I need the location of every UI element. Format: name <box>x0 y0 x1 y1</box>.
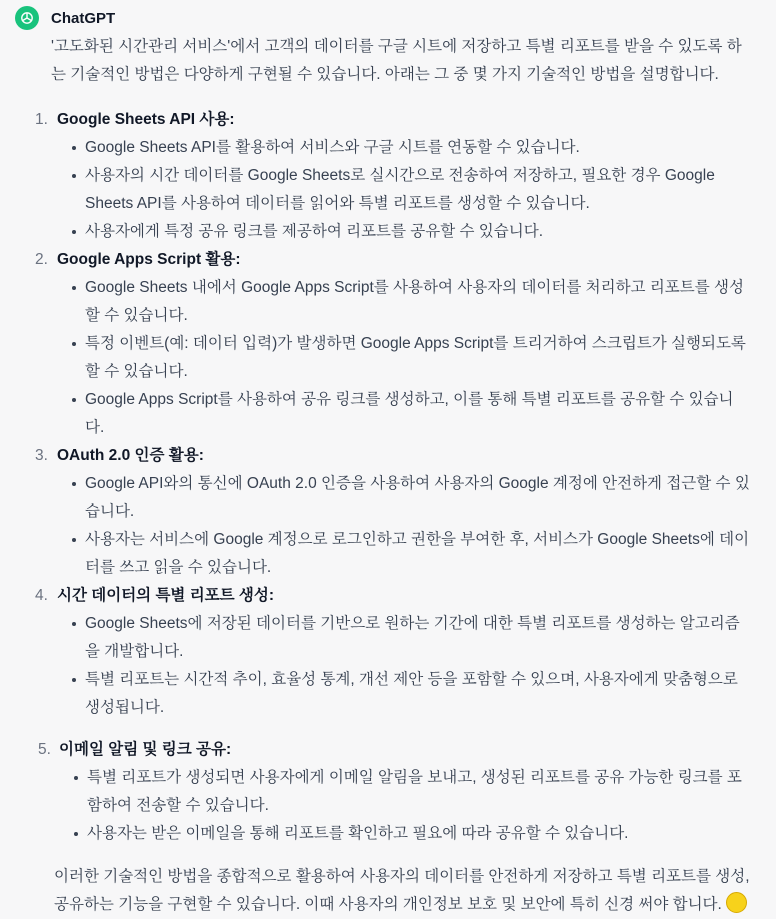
message-author: ChatGPT <box>51 10 116 27</box>
list-item: 특별 리포트가 생성되면 사용자에게 이메일 알림을 보내고, 생성된 리포트를 공유 가능한 링크를 포함하여 전송할 수 있습니다. <box>87 764 751 820</box>
step-points <box>57 274 751 442</box>
step-points <box>59 764 751 848</box>
list-item: Google Sheets API를 활용하여 서비스와 구글 시트를 연동할 수 있습니다. <box>85 134 751 162</box>
chatgpt-avatar <box>15 6 39 30</box>
list-item: Google Sheets 내에서 Google Apps Script를 사용하여 사용자의 데이터를 처리하고 리포트를 생성할 수 있습니다. <box>85 274 751 330</box>
step-title: OAuth 2.0 인증 활용: <box>57 447 204 464</box>
outro-paragraph <box>54 863 751 919</box>
step-number: 4. <box>35 587 48 604</box>
outro-text: 이러한 기술적인 방법을 종합적으로 활용하여 사용자의 데이터를 안전하게 저장하고 특별 리포트를 생성, 공유하는 기능을 구현할 수 있습니다. 이때 사용자의 개인정보 보호 및 보안에 특히 신경 써야 합니다. <box>54 868 750 913</box>
list-item: 사용자는 받은 이메일을 통해 리포트를 확인하고 필요에 따라 공유할 수 있습니다. <box>87 820 751 848</box>
step-points <box>57 470 751 582</box>
step-title: 시간 데이터의 특별 리포트 생성: <box>57 587 275 604</box>
step-item <box>35 582 751 722</box>
list-item: 특정 이벤트(예: 데이터 입력)가 발생하면 Google Apps Script를 트리거하여 스크립트가 실행되도록 할 수 있습니다. <box>85 330 751 386</box>
step-item <box>35 246 751 442</box>
list-item: Google Sheets에 저장된 데이터를 기반으로 원하는 기간에 대한 특별 리포트를 생성하는 알고리즘을 개발합니다. <box>85 610 751 666</box>
step-item <box>35 442 751 582</box>
list-item: 특별 리포트는 시간적 추이, 효율성 통계, 개선 제안 등을 포함할 수 있으며, 사용자에게 맞춤형으로 생성됩니다. <box>85 666 751 722</box>
step-number: 1. <box>35 111 48 128</box>
step-number: 5. <box>38 741 51 758</box>
list-item: 사용자의 시간 데이터를 Google Sheets로 실시간으로 전송하여 저장하고, 필요한 경우 Google Sheets API를 사용하여 데이터를 읽어와 특별 리포트를 생성할 수 있습니다. <box>85 162 751 218</box>
list-item: 사용자에게 특정 공유 링크를 제공하여 리포트를 공유할 수 있습니다. <box>85 218 751 246</box>
step-title: 이메일 알림 및 링크 공유: <box>59 741 232 758</box>
message-body <box>35 33 751 919</box>
step-number: 3. <box>35 447 48 464</box>
list-item: 사용자는 서비스에 Google 계정으로 로그인하고 권한을 부여한 후, 서비스가 Google Sheets에 데이터를 쓰고 읽을 수 있습니다. <box>85 526 751 582</box>
step-item <box>35 106 751 246</box>
list-item: Google API와의 통신에 OAuth 2.0 인증을 사용하여 사용자의 Google 계정에 안전하게 접근할 수 있습니다. <box>85 470 751 526</box>
openai-logo-icon <box>19 10 35 26</box>
step-title: Google Apps Script 활용: <box>57 251 241 268</box>
step-number: 2. <box>35 251 48 268</box>
step-points <box>57 134 751 246</box>
intro-paragraph: '고도화된 시간관리 서비스'에서 고객의 데이터를 구글 시트에 저장하고 특별 리포트를 받을 수 있도록 하는 기술적인 방법은 다양하게 구현될 수 있습니다. 아래는 그 중 몇 가지 기술적인 방법을 설명합니다. <box>51 38 742 83</box>
step-item <box>38 736 751 848</box>
step-points <box>57 610 751 722</box>
step-title: Google Sheets API 사용: <box>57 111 235 128</box>
list-item: Google Apps Script를 사용하여 공유 링크를 생성하고, 이를 통해 특별 리포트를 공유할 수 있습니다. <box>85 386 751 442</box>
steps-list <box>35 106 751 848</box>
smiling-face-emoji-icon <box>726 892 747 913</box>
